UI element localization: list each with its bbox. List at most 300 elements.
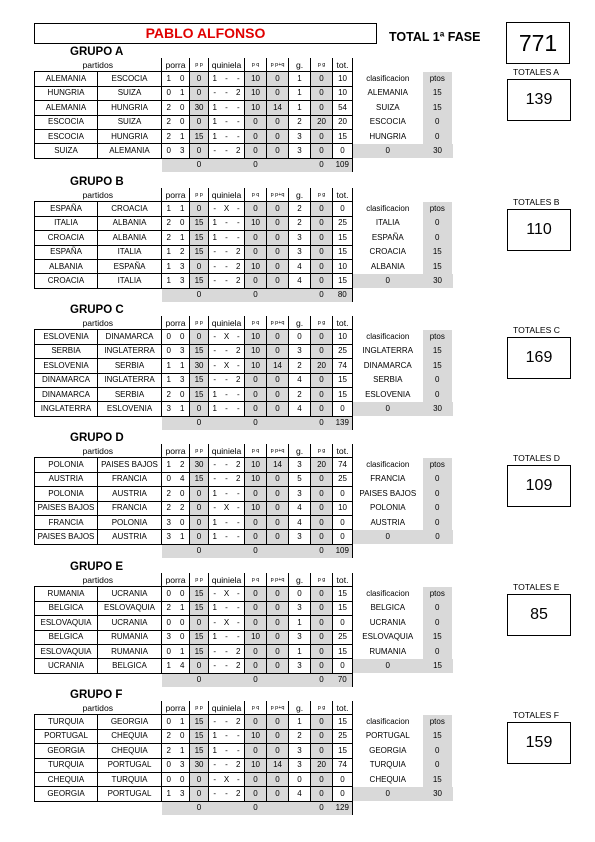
clas-summary-pts: 30 [423, 787, 453, 801]
match-cell: 3 [162, 515, 176, 529]
col-header-partidos: partidos [35, 316, 162, 330]
match-cell: 2 [162, 129, 176, 143]
match-cell: 10 [245, 259, 267, 273]
summary-pp: 0 [190, 158, 209, 172]
summary-pg: 0 [311, 158, 333, 172]
spacer [35, 544, 162, 558]
match-cell: 0 [190, 616, 209, 630]
team-away: SERBIA [98, 387, 162, 401]
match-cell: - [221, 472, 233, 486]
match-cell: 0 [267, 216, 289, 230]
spacer [35, 158, 162, 172]
match-cell: 0 [190, 402, 209, 416]
match-cell: - [233, 359, 245, 373]
match-cell: - [221, 129, 233, 143]
team-away: PORTUGAL [98, 787, 162, 801]
summary-pq: 0 [245, 801, 267, 815]
match-cell: 10 [333, 86, 353, 100]
col-header-quiniela: quiniela [209, 444, 245, 458]
match-cell: 0 [311, 330, 333, 344]
match-cell: X [221, 359, 233, 373]
group-section [0, 304, 595, 432]
match-cell: 15 [190, 373, 209, 387]
match-cell: 0 [311, 729, 333, 743]
match-cell: - [221, 231, 233, 245]
clas-team: SERBIA [353, 373, 423, 387]
match-cell: 1 [162, 659, 176, 673]
match-cell: 0 [311, 630, 333, 644]
clas-summary-pts: 0 [423, 530, 453, 544]
match-cell: 0 [245, 387, 267, 401]
total-phase-label: TOTAL 1ª FASE [389, 30, 481, 44]
match-cell: 25 [333, 344, 353, 358]
match-cell: 0 [245, 659, 267, 673]
ptos-header: ptos [423, 202, 453, 216]
match-cell: 1 [176, 744, 190, 758]
match-cell: 0 [245, 715, 267, 729]
clas-team: CHEQUIA [353, 772, 423, 786]
col-header-g: g. [289, 316, 311, 330]
group-totals-value: 169 [507, 337, 571, 379]
col-header-quiniela: quiniela [209, 701, 245, 715]
col-header-pg: p g [311, 444, 333, 458]
match-cell: 15 [190, 630, 209, 644]
match-cell: 3 [176, 259, 190, 273]
match-cell: - [209, 501, 221, 515]
match-cell: 1 [289, 72, 311, 86]
clas-team: FRANCIA [353, 472, 423, 486]
match-cell: 0 [267, 744, 289, 758]
clas-pts: 15 [423, 359, 453, 373]
col-header-g: g. [289, 58, 311, 72]
match-cell: 10 [245, 359, 267, 373]
spacer [353, 188, 423, 202]
clas-pts: 0 [423, 487, 453, 501]
match-cell: 2 [176, 501, 190, 515]
match-cell: - [233, 515, 245, 529]
match-cell: 0 [245, 787, 267, 801]
match-cell: 2 [233, 274, 245, 288]
match-cell: 1 [176, 601, 190, 615]
match-cell: 74 [333, 758, 353, 772]
match-cell: 20 [311, 458, 333, 472]
match-cell: 15 [190, 245, 209, 259]
match-cell: 15 [333, 715, 353, 729]
summary-pq: 0 [245, 673, 267, 687]
col-header-pp: p p [190, 701, 209, 715]
col-header-ppq: p p+q [267, 316, 289, 330]
clas-team: DINAMARCA [353, 359, 423, 373]
summary-gray [289, 416, 311, 430]
spacer [423, 544, 453, 558]
match-cell: 0 [289, 587, 311, 601]
match-cell: 0 [311, 259, 333, 273]
match-cell: 3 [162, 530, 176, 544]
match-cell: - [221, 601, 233, 615]
match-cell: 0 [267, 644, 289, 658]
match-cell: 0 [245, 772, 267, 786]
match-cell: 0 [190, 659, 209, 673]
match-cell: - [221, 758, 233, 772]
clas-pts: 0 [423, 115, 453, 129]
match-cell: 0 [162, 344, 176, 358]
clas-header: clasificacion [366, 460, 410, 470]
clas-pts: 15 [423, 729, 453, 743]
match-cell: 0 [190, 330, 209, 344]
spacer [423, 316, 453, 330]
match-cell: 0 [190, 530, 209, 544]
match-cell: 1 [209, 530, 221, 544]
match-cell: 15 [333, 373, 353, 387]
spacer [353, 801, 423, 815]
match-cell: 2 [162, 115, 176, 129]
match-cell: 10 [245, 101, 267, 115]
match-cell: 1 [176, 231, 190, 245]
match-cell: - [209, 144, 221, 158]
group-title: GRUPO C [70, 304, 124, 316]
group-table [34, 58, 453, 172]
match-cell: 10 [245, 216, 267, 230]
clas-team: ESCOCIA [353, 115, 423, 129]
match-cell: 0 [311, 787, 333, 801]
team-home: GEORGIA [35, 744, 98, 758]
summary-gray [209, 544, 245, 558]
match-cell: 10 [245, 458, 267, 472]
match-cell: - [221, 458, 233, 472]
match-cell: 0 [267, 72, 289, 86]
match-cell: 74 [333, 359, 353, 373]
match-cell: X [221, 616, 233, 630]
match-cell: 15 [333, 129, 353, 143]
summary-tot: 70 [333, 673, 353, 687]
match-cell: 0 [245, 115, 267, 129]
team-home: FRANCIA [35, 515, 98, 529]
clas-team: AUSTRIA [353, 515, 423, 529]
match-cell: 0 [311, 472, 333, 486]
col-header-porra: porra [162, 316, 190, 330]
match-cell: 15 [333, 231, 353, 245]
match-cell: 15 [190, 715, 209, 729]
spacer [35, 288, 162, 302]
clas-summary: 0 [353, 787, 423, 801]
spacer [423, 801, 453, 815]
match-cell: - [221, 101, 233, 115]
match-cell: 3 [176, 758, 190, 772]
match-cell: 15 [190, 601, 209, 615]
summary-gray [267, 288, 289, 302]
match-cell: 0 [267, 616, 289, 630]
summary-pg: 0 [311, 416, 333, 430]
ptos-header: ptos [423, 715, 453, 729]
match-cell: X [221, 330, 233, 344]
match-cell: 2 [162, 487, 176, 501]
match-cell: 15 [190, 729, 209, 743]
match-cell: 0 [176, 101, 190, 115]
match-cell: - [233, 402, 245, 416]
group-totals-value: 85 [507, 594, 571, 636]
match-cell: - [209, 344, 221, 358]
team-away: ESLOVENIA [98, 402, 162, 416]
team-away: RUMANIA [98, 630, 162, 644]
clas-team: CROACIA [353, 245, 423, 259]
group-totals-value: 109 [507, 465, 571, 507]
team-home: CROACIA [35, 274, 98, 288]
match-cell: 0 [190, 202, 209, 216]
match-cell: 0 [245, 129, 267, 143]
match-cell: 4 [176, 659, 190, 673]
match-cell: 0 [311, 587, 333, 601]
clas-header: clasificacion [366, 717, 410, 727]
match-cell: 0 [245, 515, 267, 529]
col-header-pq: p q [245, 701, 267, 715]
ptos-header: ptos [423, 72, 453, 86]
match-cell: 2 [233, 144, 245, 158]
match-cell: 2 [162, 501, 176, 515]
match-cell: 14 [267, 101, 289, 115]
match-cell: 3 [176, 787, 190, 801]
match-cell: 2 [233, 86, 245, 100]
match-cell: 14 [267, 458, 289, 472]
summary-pq: 0 [245, 158, 267, 172]
match-cell: 4 [289, 402, 311, 416]
summary-tot: 109 [333, 158, 353, 172]
spacer [423, 573, 453, 587]
match-cell: - [209, 772, 221, 786]
group-totals-label: TOTALES E [513, 582, 560, 592]
team-home: ALEMANIA [35, 72, 98, 86]
match-cell: 0 [190, 515, 209, 529]
match-cell: 1 [209, 729, 221, 743]
match-cell: 1 [209, 101, 221, 115]
match-cell: 0 [333, 787, 353, 801]
match-cell: - [209, 659, 221, 673]
match-cell: - [233, 231, 245, 245]
summary-gray [289, 158, 311, 172]
match-cell: 1 [289, 86, 311, 100]
col-header-pq: p q [245, 316, 267, 330]
match-cell: 0 [267, 245, 289, 259]
match-cell: 30 [190, 458, 209, 472]
summary-gray [162, 288, 190, 302]
summary-pp: 0 [190, 544, 209, 558]
match-cell: 0 [311, 216, 333, 230]
clas-pts: 0 [423, 129, 453, 143]
team-home: ALBANIA [35, 259, 98, 273]
match-cell: 0 [176, 387, 190, 401]
match-cell: - [233, 630, 245, 644]
team-home: ESLOVAQUIA [35, 644, 98, 658]
team-away: SUIZA [98, 115, 162, 129]
match-cell: 1 [289, 715, 311, 729]
match-cell: 0 [311, 659, 333, 673]
match-cell: 15 [190, 129, 209, 143]
match-cell: 0 [245, 373, 267, 387]
match-cell: 2 [289, 115, 311, 129]
match-cell: 4 [289, 515, 311, 529]
match-cell: 0 [162, 472, 176, 486]
summary-gray [267, 158, 289, 172]
match-cell: X [221, 202, 233, 216]
match-cell: - [209, 787, 221, 801]
team-home: RUMANIA [35, 587, 98, 601]
match-cell: 2 [162, 231, 176, 245]
match-cell: - [221, 86, 233, 100]
clas-pts: 0 [423, 501, 453, 515]
match-cell: 10 [245, 86, 267, 100]
match-cell: 0 [267, 772, 289, 786]
summary-pg: 0 [311, 673, 333, 687]
col-header-partidos: partidos [35, 701, 162, 715]
clas-summary: 0 [353, 144, 423, 158]
match-cell: 0 [267, 402, 289, 416]
col-header-ppq: p p+q [267, 444, 289, 458]
match-cell: - [233, 72, 245, 86]
team-home: DINAMARCA [35, 387, 98, 401]
match-cell: 54 [333, 101, 353, 115]
match-cell: 0 [333, 772, 353, 786]
summary-gray [209, 801, 245, 815]
match-cell: 0 [267, 373, 289, 387]
match-cell: 2 [176, 458, 190, 472]
match-cell: 0 [245, 530, 267, 544]
match-cell: 0 [267, 344, 289, 358]
match-cell: 0 [190, 115, 209, 129]
match-cell: - [233, 501, 245, 515]
summary-pg: 0 [311, 288, 333, 302]
match-cell: 3 [289, 231, 311, 245]
match-cell: 1 [176, 530, 190, 544]
match-cell: - [233, 772, 245, 786]
match-cell: 1 [209, 216, 221, 230]
match-cell: X [221, 772, 233, 786]
team-away: SERBIA [98, 359, 162, 373]
match-cell: 25 [333, 216, 353, 230]
summary-pq: 0 [245, 544, 267, 558]
team-away: POLONIA [98, 515, 162, 529]
match-cell: 10 [245, 472, 267, 486]
match-cell: 0 [245, 402, 267, 416]
match-cell: 1 [176, 644, 190, 658]
ptos-header: ptos [423, 330, 453, 344]
match-cell: 0 [311, 616, 333, 630]
match-cell: 0 [162, 587, 176, 601]
clas-team: SUIZA [353, 101, 423, 115]
team-away: HUNGRIA [98, 129, 162, 143]
match-cell: 3 [162, 630, 176, 644]
match-cell: 0 [190, 501, 209, 515]
match-cell: 0 [333, 487, 353, 501]
match-cell: 0 [176, 772, 190, 786]
match-cell: 0 [162, 772, 176, 786]
match-cell: 15 [333, 274, 353, 288]
match-cell: 0 [311, 231, 333, 245]
clas-pts: 15 [423, 772, 453, 786]
team-home: BELGICA [35, 601, 98, 615]
match-cell: 0 [176, 115, 190, 129]
group-table [34, 188, 453, 302]
match-cell: 0 [245, 487, 267, 501]
match-cell: 3 [289, 530, 311, 544]
match-cell: 15 [190, 472, 209, 486]
match-cell: 0 [267, 729, 289, 743]
team-home: PAISES BAJOS [35, 530, 98, 544]
spacer [353, 701, 423, 715]
summary-gray [162, 673, 190, 687]
match-cell: 0 [176, 515, 190, 529]
match-cell: 3 [289, 245, 311, 259]
match-cell: 2 [233, 245, 245, 259]
match-cell: 15 [190, 274, 209, 288]
team-home: HUNGRIA [35, 86, 98, 100]
group-section [0, 176, 595, 304]
summary-pq: 0 [245, 416, 267, 430]
col-header-partidos: partidos [35, 58, 162, 72]
match-cell: 2 [162, 744, 176, 758]
group-title: GRUPO F [70, 689, 123, 701]
clas-team: PAISES BAJOS [353, 487, 423, 501]
match-cell: 0 [311, 274, 333, 288]
clas-pts: 15 [423, 344, 453, 358]
match-cell: 0 [289, 772, 311, 786]
match-cell: 3 [289, 458, 311, 472]
clas-header: clasificacion [366, 332, 410, 342]
match-cell: 1 [176, 129, 190, 143]
match-cell: 0 [267, 787, 289, 801]
col-header-pq: p q [245, 188, 267, 202]
match-cell: 0 [162, 758, 176, 772]
match-cell: 20 [333, 115, 353, 129]
col-header-quiniela: quiniela [209, 188, 245, 202]
match-cell: - [221, 387, 233, 401]
team-home: POLONIA [35, 458, 98, 472]
match-cell: 0 [267, 274, 289, 288]
team-away: AUSTRIA [98, 530, 162, 544]
match-cell: 10 [245, 72, 267, 86]
match-cell: 2 [233, 373, 245, 387]
match-cell: - [221, 715, 233, 729]
match-cell: 1 [209, 231, 221, 245]
match-cell: 1 [209, 744, 221, 758]
match-cell: 10 [245, 344, 267, 358]
match-cell: - [209, 86, 221, 100]
match-cell: 0 [267, 129, 289, 143]
match-cell: 0 [311, 86, 333, 100]
match-cell: 15 [190, 344, 209, 358]
col-header-tot: tot. [333, 58, 353, 72]
match-cell: 0 [311, 72, 333, 86]
team-away: GEORGIA [98, 715, 162, 729]
match-cell: - [209, 373, 221, 387]
match-cell: 15 [190, 216, 209, 230]
summary-gray [289, 288, 311, 302]
clas-pts: 15 [423, 86, 453, 100]
match-cell: 14 [267, 758, 289, 772]
match-cell: 1 [209, 601, 221, 615]
match-cell: 10 [333, 330, 353, 344]
team-home: PAISES BAJOS [35, 501, 98, 515]
match-cell: 0 [176, 487, 190, 501]
match-cell: 0 [176, 616, 190, 630]
summary-gray [209, 158, 245, 172]
match-cell: - [233, 129, 245, 143]
team-home: ESLOVENIA [35, 330, 98, 344]
team-home: DINAMARCA [35, 373, 98, 387]
col-header-pg: p g [311, 188, 333, 202]
team-home: ESCOCIA [35, 115, 98, 129]
team-away: SUIZA [98, 86, 162, 100]
match-cell: 0 [311, 387, 333, 401]
match-cell: 0 [267, 515, 289, 529]
